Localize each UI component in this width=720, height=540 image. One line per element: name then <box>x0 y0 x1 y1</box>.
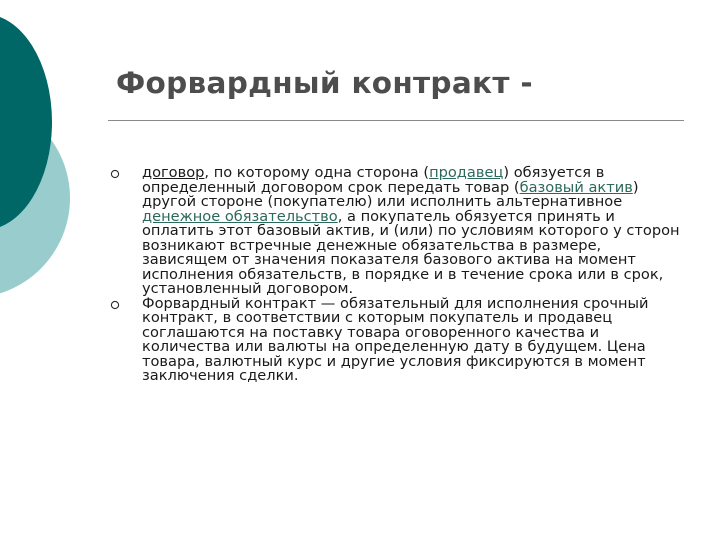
bullet-text: , по которому одна сторона ( <box>204 164 430 181</box>
bullet-text: Форвардный контракт — обязательный для исполнения срочный контракт, в соответствии с которым покупатель и продавец соглашаются на поставку товара оговоренного качества и количества или валюты на определенную дату в будущем. Цена товара, валютный курс и другие условия фиксируются в момент заключения сделки. <box>142 294 649 384</box>
bullet-list <box>110 166 686 384</box>
bullet-item <box>110 166 686 297</box>
decorative-circles <box>0 0 100 300</box>
bullet-item <box>110 294 686 384</box>
term-link[interactable]: денежное обязательство <box>142 207 338 225</box>
title-divider <box>108 120 684 121</box>
term-link[interactable]: базовый актив <box>519 178 633 196</box>
bullet-text: ) обязуется в определенный договором срок передать товар ( <box>142 164 605 196</box>
bullet-text: , а покупатель обязуется принять и оплатить этот базовый актив, и (или) по условиям которого у сторон возникают встречные денежные обязательства в размере, зависящем от значения показателя базового актива на момент исполнения обязательств, в порядке и в течение срока или в срок, установленный договором. <box>142 207 680 297</box>
term-link[interactable]: продавец <box>429 164 504 181</box>
ring-bullet-icon <box>110 300 120 310</box>
term-link[interactable]: договор <box>142 164 205 181</box>
ring-bullet-icon <box>110 169 120 179</box>
bullet-text: ) другой стороне (покупателю) или исполнить альтернативное <box>142 178 639 210</box>
slide-title: Форвардный контракт - <box>116 66 533 100</box>
